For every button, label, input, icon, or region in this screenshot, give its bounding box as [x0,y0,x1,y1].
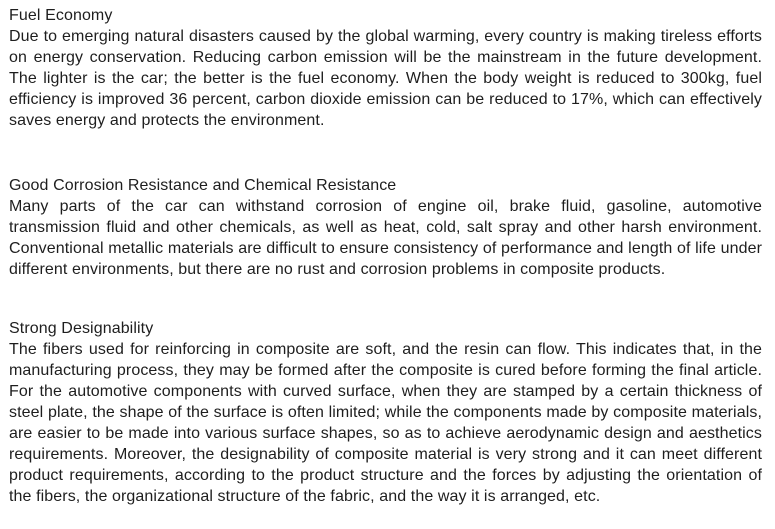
section-heading: Fuel Economy [9,7,113,24]
section-body: The fibers used for reinforcing in composite are soft, and the resin can flow. This indicates that, in the manufacturing process, they may be formed after the composite is cured before forming the final article. For the automotive components with curved surface, when they are stamped by a certain thickness of steel plate, the shape of the surface is often limited; while the components made by composite materials, are easier to be made into various surface shapes, so as to achieve aerodynamic design and aesthetics requirements. Moreover, the designability of composite material is very strong and it can meet different product requirements, according to the product structure and the forces by adjusting the orientation of the fibers, the organizational structure of the fabric, and the way it is arranged, etc. [9,341,762,505]
section-body: Many parts of the car can withstand corrosion of engine oil, brake fluid, gasoline, automotive transmission fluid and other chemicals, as well as heat, cold, salt spray and other harsh environment. Conventional metallic materials are difficult to ensure consistency of performance and length of life under different environments, but there are no rust and corrosion problems in composite products. [9,198,762,278]
section-body: Due to emerging natural disasters caused by the global warming, every country is making tireless efforts on energy conservation. Reducing carbon emission will be the mainstream in the future development. The lighter is the car; the better is the fuel economy. When the body weight is reduced to 300kg, fuel efficiency is improved 36 percent, carbon dioxide emission can be reduced to 17%, which can effectively saves energy and protects the environment. [9,28,762,129]
section-heading: Good Corrosion Resistance and Chemical Resistance [9,177,397,194]
section-heading: Strong Designability [9,320,154,337]
section-corrosion-resistance [9,175,762,280]
section-fuel-economy [9,5,762,131]
section-strong-designability [9,318,762,507]
